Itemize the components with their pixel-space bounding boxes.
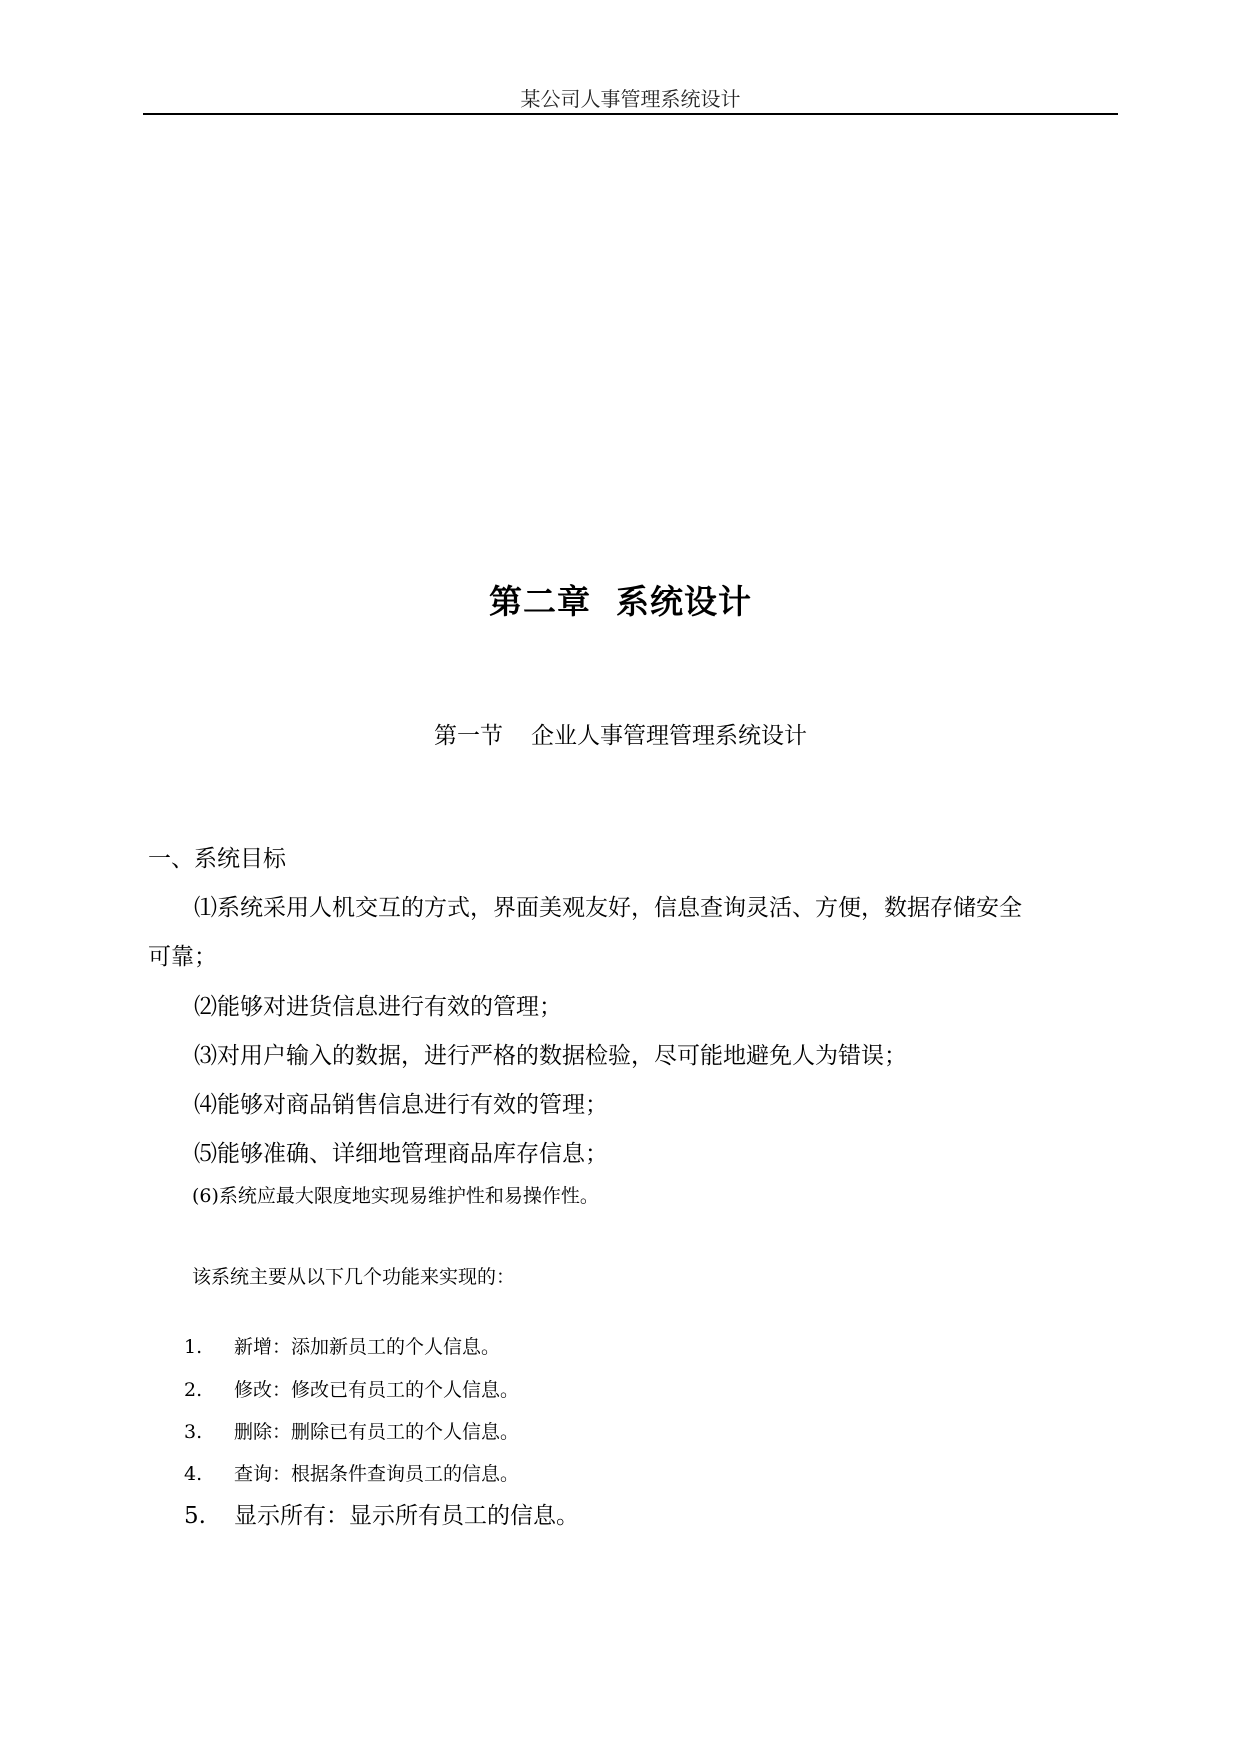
goal-item-4: ⑷能够对商品销售信息进行有效的管理；	[194, 1092, 608, 1118]
function-list-item	[184, 1461, 519, 1487]
function-list-item	[184, 1500, 579, 1532]
function-list-item	[184, 1377, 519, 1403]
goals-heading: 一、系统目标	[148, 846, 286, 872]
section-title	[0, 720, 1241, 752]
list-text: 查询：根据条件查询员工的信息。	[234, 1463, 520, 1485]
section-number: 第一节	[434, 723, 503, 749]
goal-item-3: ⑶对用户输入的数据，进行严格的数据检验，尽可能地避免人为错误；	[194, 1043, 907, 1069]
goal-item-5: ⑸能够准确、详细地管理商品库存信息；	[194, 1141, 608, 1167]
function-list-item	[184, 1334, 500, 1360]
goal-item-2: ⑵能够对进货信息进行有效的管理；	[194, 994, 562, 1020]
list-index: 5.	[184, 1503, 206, 1529]
section-title-text: 企业人事管理管理系统设计	[531, 723, 807, 749]
chapter-title: 第二章 系统设计	[489, 582, 752, 621]
page-header-title: 某公司人事管理系统设计	[520, 87, 741, 111]
list-text: 显示所有：显示所有员工的信息。	[234, 1503, 579, 1529]
function-list-item	[184, 1419, 519, 1445]
functions-intro: 该系统主要从以下几个功能来实现的：	[192, 1266, 516, 1288]
list-index: 1.	[184, 1336, 203, 1358]
list-text: 修改：修改已有员工的个人信息。	[234, 1379, 520, 1401]
goal-item-1-line-2: 可靠；	[148, 944, 217, 970]
header-divider	[143, 113, 1118, 115]
goal-item-6: (6)系统应最大限度地实现易维护性和易操作性。	[192, 1185, 599, 1207]
list-index: 2.	[184, 1379, 203, 1401]
list-text: 删除：删除已有员工的个人信息。	[234, 1421, 520, 1443]
list-index: 4.	[184, 1463, 203, 1485]
list-index: 3.	[184, 1421, 203, 1443]
list-text: 新增：添加新员工的个人信息。	[234, 1336, 501, 1358]
goal-item-1-line-1: ⑴系统采用人机交互的方式，界面美观友好，信息查询灵活、方便，数据存储安全	[194, 895, 1022, 921]
